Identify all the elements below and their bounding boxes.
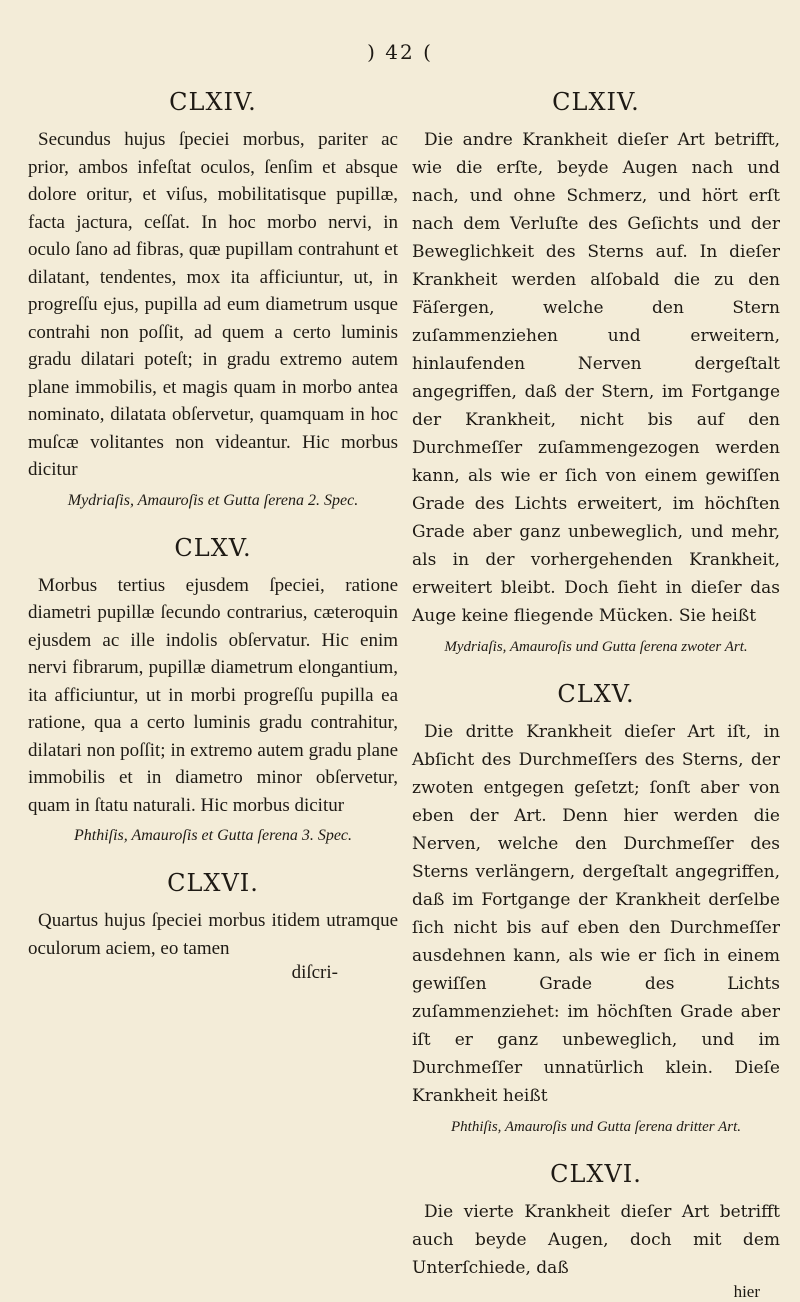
disease-terms: Mydriaſis, Amauroſis und Gutta ſerena zwoter Art.	[444, 639, 748, 655]
section-heading: CLXV.	[174, 533, 252, 562]
german-column	[412, 88, 780, 1302]
disease-terms: Phthiſis, Amauroſis et Gutta ſerena 3. Spec.	[73, 827, 353, 844]
section-text: Die andre Krankheit dieſer Art betrifft, wie die erſte, beyde Augen nach und nach, und ohne Schmerz, und hört erſt nach dem Verluſte des Geſichts und der Beweglichkeit des Sterns auf. In dieſer Krankheit werden alſobald die zu den Fäſergen, welche den Stern zuſammenziehen und erweitern, hinlaufenden Nerven dergeſtalt angegriffen, daß der Stern, im Fortgange der Krankheit, nicht bis auf den Durchmeſſer zuſammengezogen werden kann, als wie er ſich von einem gewiſſen Grade des Lichts erweitert, im höchſten Grade aber ganz unbeweglich, und mehr, als in der vorhergehenden Krankheit, erweitert bleibt. Doch ſieht in dieſer das Auge keine fliegende Mücken. Sie heißt	[412, 130, 780, 626]
section-heading: CLXVI.	[550, 1160, 642, 1188]
disease-terms: Mydriaſis, Amauroſis et Gutta ſerena 2. Spec.	[67, 491, 359, 509]
section-heading: CLXIV.	[169, 88, 257, 116]
section-heading: CLXV.	[557, 680, 635, 708]
section-text: Morbus tertius ejusdem ſpeciei, ratione diametri pupillæ ſecundo contrarius, cæteroquin ejusdem ac ille indolis obſervatur. Hic enim nervi fibrarum, pupillæ diametrum elongantium, ita afficiuntur, ut in morbi progreſſu pupilla ea ratione, qua a certo luminis gradu contrahitur, dilatari non poſſit; in extremo autem gradu plane immobilis et in diametro minor obſervetur, quam in ſtatu naturali. Hic morbus dicitur	[28, 574, 398, 816]
catchword: hier	[733, 1282, 760, 1301]
disease-terms: Phthiſis, Amauroſis und Gutta ſerena dritter Art.	[450, 1119, 741, 1135]
latin-column	[28, 88, 398, 984]
section-text: Secundus hujus ſpeciei morbus, pariter ac prior, ambos infeſtat oculos, ſenſim et absque dolore oritur, et viſus, mobilitatisque pupillæ, facta jactura, ceſſat. In hoc morbo nervi, in oculo ſano ad fibras, quæ pupillam contrahunt et dilatant, tendentes, mox ita afficiuntur, ut, in progreſſu ejus, pupilla ad eum diametrum usque contrahi non poſſit, ad quem a certo luminis gradu dilatari poteſt; in gradu extremo autem plane immobilis, et magis quam in morbo antea nominato, dilatata obſervetur, quamquam in hoc muſcæ volitantes non videantur. Hic morbus dicitur	[28, 129, 398, 480]
catchword: diſcri-	[291, 962, 338, 983]
section-heading: CLXVI.	[167, 869, 259, 897]
page-number: ) 42 (	[367, 40, 433, 64]
section-text: Quartus hujus ſpeciei morbus itidem utramque oculorum aciem, eo tamen	[28, 910, 398, 959]
section-heading: CLXIV.	[552, 88, 640, 116]
section-text: Die vierte Krankheit dieſer Art betrifft auch beyde Augen, doch mit dem Unterſchiede, daß	[412, 1202, 780, 1278]
section-text: Die dritte Krankheit dieſer Art iſt, in Abſicht des Durchmeſſers des Sterns, der zwoten entgegen geſetzt; ſonſt aber von eben der Art. Denn hier werden die Nerven, welche den Durchmeſſer des Sterns verlängern, dergeſtalt angegriffen, daß im Fortgange der Krankheit derſelbe ſich nicht bis auf eben den Durchmeſſer ausdehnen kann, als wie er ſich in einem gewiſſen Grade des Lichts zuſammenziehet: im höchſten Grade aber iſt er ganz unbeweglich, und im Durchmeſſer unnatürlich klein. Dieſe Krankheit heißt	[412, 722, 780, 1106]
